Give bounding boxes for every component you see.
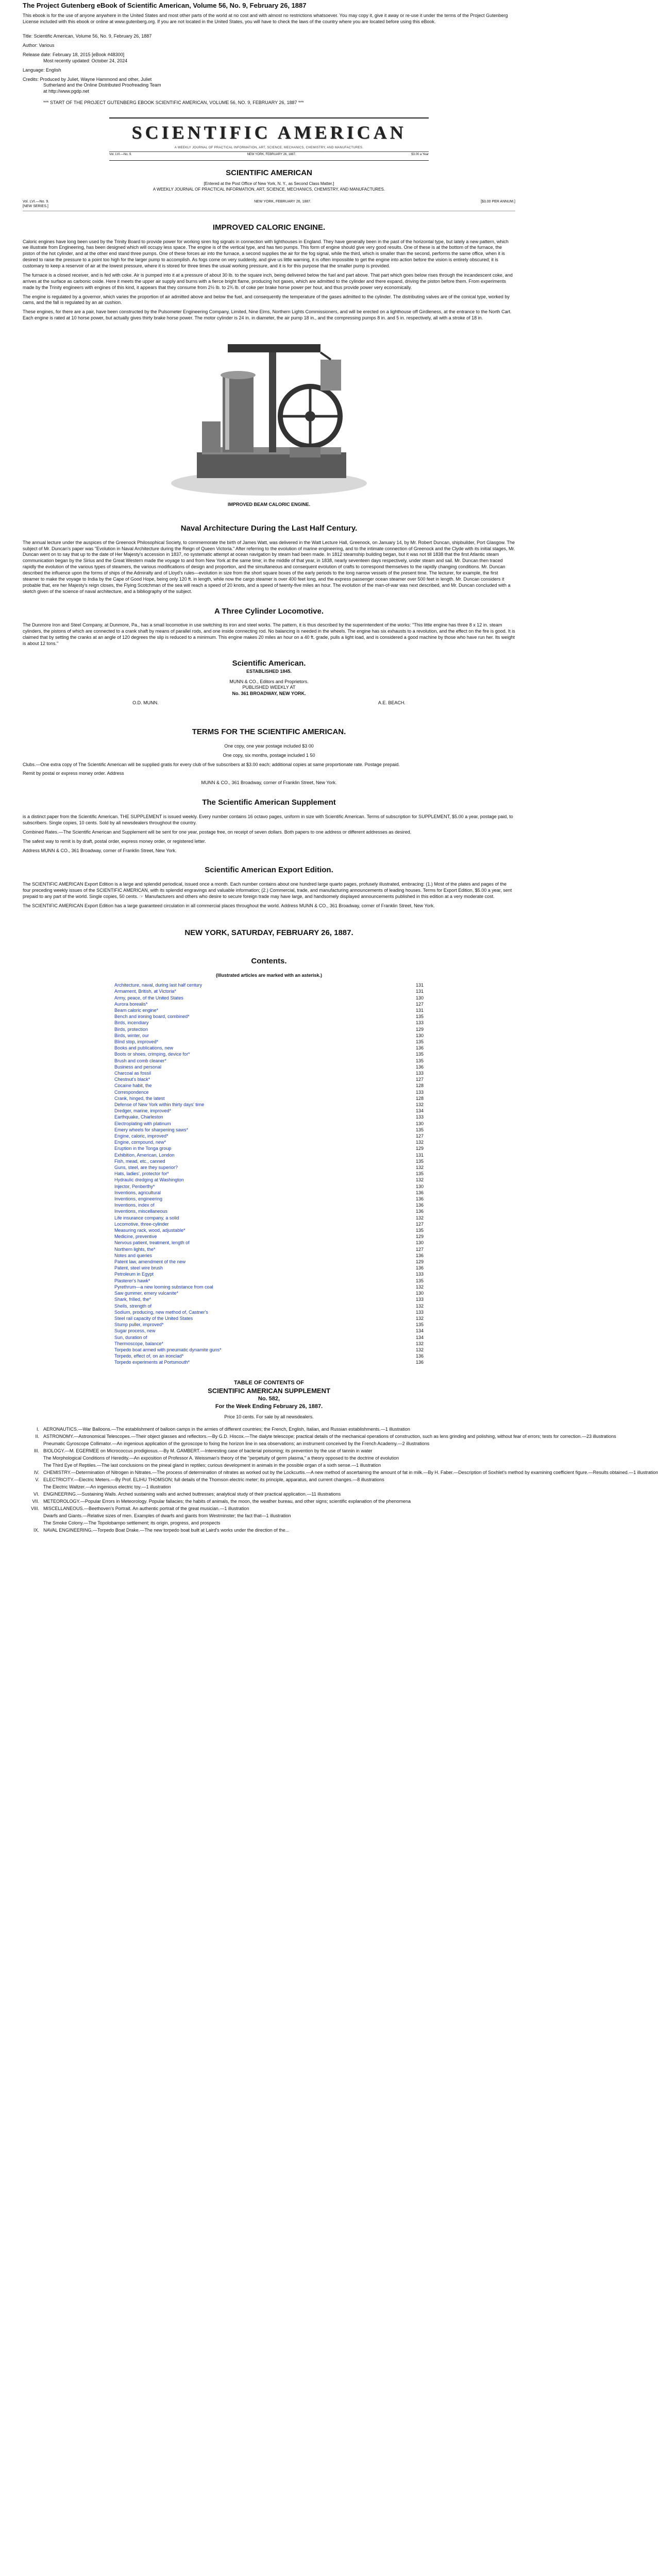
contents-item-page: 130	[415, 1240, 424, 1246]
contents-item	[114, 982, 424, 988]
suppl-item	[23, 1505, 515, 1512]
contents-item	[114, 1164, 424, 1171]
suppl-item-text: NAVAL ENGINEERING.—Torpedo Boat Drake.—The new torpedo boat built at Laird's works under the direction of the...	[43, 1528, 290, 1533]
contents-item-page: 131	[415, 989, 424, 994]
contents-item	[114, 995, 424, 1001]
contents-item-link[interactable]: Hydraulic dredging at Washington	[114, 1177, 184, 1183]
suppl-item-number: I.	[36, 1427, 39, 1432]
volume-date: NEW YORK, FEBRUARY 26, 1887.	[254, 200, 311, 204]
contents-item	[114, 1303, 424, 1309]
caloric-para-2: The furnace is a closed receiver, and is fed with coke. Air is pumped into it at a pressure of about 30 lb. to the square inch, being delivered below the fuel and part above. That part which goes below rises through the incandescent coke, and arrives at the surface as carbonic oxide. Here it meets the upper air supply and burns with a fierce bright flame, producing hot gases, which are admitted to the cylinder and there expand, driving the piston before them. From experiments made by the Trinity engineers with engines of this kind, it appears that they consume from 2½ lb. to 2¾ lb. of coke per brake horse power per hour, and thus provide power very economically.	[23, 272, 513, 290]
contents-item	[114, 1108, 424, 1114]
supplement-toc	[23, 1379, 658, 1534]
caloric-caption: IMPROVED BEAM CALORIC ENGINE.	[227, 502, 310, 507]
suppl-item-text: Pneumatic Gyroscope Collimator.—An ingenious application of the gyroscope to fixing the horizon line in sea observations; an instrument conceived by the French Academy.—2 illustrations	[43, 1441, 430, 1447]
contents-item-page: 132	[415, 1165, 424, 1171]
contents-item-page: 129	[415, 1234, 424, 1240]
contents-item-page: 134	[415, 1334, 424, 1340]
volume-price: [$3.00 PER ANNUM.]	[481, 200, 515, 204]
masthead-vol: Vol. LVI.—No. 9.	[109, 153, 132, 157]
contents-item-page: 132	[415, 1215, 424, 1221]
contents-item-page: 130	[415, 995, 424, 1001]
contents-item-page: 127	[415, 1246, 424, 1252]
contents-item-link[interactable]: Patent, steel wire brush	[114, 1265, 163, 1271]
suppl-item	[23, 1426, 515, 1433]
contents-item	[114, 1095, 424, 1101]
contents-item-page: 136	[415, 1064, 424, 1070]
contents-item-link[interactable]: Inventions, agricultural	[114, 1190, 161, 1195]
contents-item	[114, 1171, 424, 1177]
contents-item-link[interactable]: Books and publications, new	[114, 1045, 174, 1051]
contents-item-link[interactable]: Life insurance company, a solid	[114, 1215, 179, 1221]
engine-illustration	[166, 329, 372, 499]
suppl-item-text: Dwarfs and Giants.—Relative sizes of men. Examples of dwarfs and giants from Westminster; the fact that—1 illustration	[43, 1513, 291, 1519]
contents-item-link[interactable]: Notes and queries	[114, 1252, 153, 1258]
contents-item	[114, 1227, 424, 1233]
contents-item-link[interactable]: Steel rail capacity of the United States	[114, 1315, 193, 1321]
suppl-head-1: TABLE OF CONTENTS OF	[233, 1379, 305, 1386]
caloric-heading: IMPROVED CALORIC ENGINE.	[212, 223, 326, 232]
contents-item	[114, 1007, 424, 1013]
contents-item-page: 135	[415, 1228, 424, 1233]
contents-item-link[interactable]: Hats, ladies', protector for*	[114, 1171, 169, 1177]
contents-item	[114, 1058, 424, 1064]
contents-item	[114, 1341, 424, 1347]
contents-item-page: 132	[415, 1177, 424, 1183]
document-body	[0, 1, 658, 1534]
suppl-item-text: The Smoke Colony.—The Topolobampo settlement; its origin, progress, and prospects	[43, 1520, 221, 1526]
contents-item-page: 135	[415, 1052, 424, 1057]
masthead-price: $3.00 a Year	[411, 153, 429, 157]
contents-item	[114, 1145, 424, 1151]
suppl-item	[23, 1469, 658, 1476]
contents-item-page: 136	[415, 1209, 424, 1214]
contents-item-link[interactable]: Birds, incendiary	[114, 1020, 149, 1026]
contents-item-page: 131	[415, 1152, 424, 1158]
contents-item-page: 136	[415, 1265, 424, 1271]
masthead-name: SCIENTIFIC AMERICAN	[131, 122, 407, 143]
contents-item-link[interactable]: Torpedo, effect of, on an ironclad*	[114, 1353, 184, 1359]
contents-item-link[interactable]: Engine, compound, new*	[114, 1140, 166, 1145]
contents-item-page: 129	[415, 1259, 424, 1265]
contents-item	[114, 1114, 424, 1120]
contents-item	[114, 1328, 424, 1334]
naval-heading: Naval Architecture During the Last Half Century.	[180, 523, 358, 533]
contents-item-page: 133	[415, 1089, 424, 1095]
contents-item	[114, 1076, 424, 1082]
contents-item	[114, 1051, 424, 1057]
contents-item-page: 136	[415, 1360, 424, 1365]
contents-item	[114, 1215, 424, 1221]
contents-item-link[interactable]: Saw gummer, emery vulcanite*	[114, 1291, 179, 1296]
contents-item-link[interactable]: Birds, winter, our	[114, 1032, 149, 1038]
editor-munn: O.D. MUNN.	[132, 700, 159, 706]
suppl-head-5: Price 10 cents. For sale by all newsdealers.	[224, 1414, 314, 1420]
masthead-date: NEW YORK, FEBRUARY 26, 1887.	[247, 153, 296, 157]
suppl-item-text: MISCELLANEOUS.—Beethoven's Portrait. An authentic portrait of the great musician.—1 illustration	[43, 1506, 249, 1512]
contents-item-link[interactable]: Sodium, producing, new method of, Castner's	[114, 1309, 208, 1315]
suppl-item	[23, 1512, 515, 1519]
sa-publishers: MUNN & CO., Editors and Proprietors.	[229, 679, 309, 684]
sa-title: SCIENTIFIC AMERICAN	[226, 168, 312, 178]
contents-item-page: 130	[415, 1183, 424, 1189]
license-text: This ebook is for the use of anyone anywhere in the United States and most other parts of the world at no cost and with almost no restrictions whatsoever. You may copy it, give it away or re-use it under the terms of the Project Gutenberg License included with this ebook or online at www.gutenberg.org. If you are not located in the United States, you will have to check the laws of the country where you are located before using this eBook.	[23, 13, 508, 25]
contents-item-page: 135	[415, 1171, 424, 1177]
contents-item	[114, 1177, 424, 1183]
sa-subtitle: A WEEKLY JOURNAL OF PRACTICAL INFORMATION, ART, SCIENCE, MECHANICS, CHEMISTRY, AND MANUFACTURES.	[153, 187, 385, 192]
contents-item-page: 129	[415, 1146, 424, 1151]
export-para-2: The SCIENTIFIC AMERICAN Export Edition has a large guaranteed circulation in all commercial places throughout the world. Address MUNN & CO., 361 Broadway, corner of Franklin Street, New York.	[23, 903, 435, 908]
contents-item-page: 132	[415, 1341, 424, 1346]
contents-item-link[interactable]: Cocaine habit, the	[114, 1083, 152, 1089]
meta-title: Title: Scientific American, Volume 56, No. 9, February 26, 1887	[23, 33, 152, 39]
contents-item-link[interactable]: Nervous patient, treatment, length of	[114, 1240, 190, 1246]
terms-munn: MUNN & CO., 361 Broadway, corner of Franklin Street, New York.	[201, 780, 337, 786]
contents-item	[114, 1296, 424, 1302]
contents-heading: Contents.	[251, 957, 287, 966]
naval-para: The annual lecture under the auspices of the Greenock Philosophical Society, to commemorate the birth of James Watt, was delivered in the Watt Lecture Hall, Greenock, on January 14, by Mr. Robert Duncan, shipbuilder, Port Glasgow. The subject of Mr. Duncan's paper was "Evolution in Naval Architecture during the Reign of Queen Victoria." After referring to the evolution of marine engineering, and to the intimate connection of Greenock and the Clyde with its initial stages, Mr. Duncan went on to say that up to the date of Her Majesty's accession in 1837, no systematic attempt at ocean navigation by steam had been made. In 1812 steamship building began, but it was not till 1838 that the first Atlantic steam communication began by the Sirius and the Great Western made the voyage to and from New York at the same time; in the middle of that year, in 1838, nearly seventeen days respectively, under steam and sail. Mr. Duncan then traced rapidly the evolution of the various types of steamers, the various modifications of design and proportion, and the simultaneous and consequent evolution of crafts to correspond themselves to the rapidly changing conditions. Mr. Duncan described the influence upon the forms of ships of the Admiralty and of Lloyd's rules—evolution in size from the short square boxes of the early periods to the long narrow vessels of the present time. The lecturer, for example, the first steamer to make the voyage to India by the Cape of Good Hope, being only 120 ft. in length, while now the cargo steamer is over 400 feet long, and the express passenger ocean steamer over 500 feet in length. Mr. Duncan considers it probable that, ere her Majesty's reign closes, the Flying Scotchman of the sea will reach a speed of 20 knots, and a speed of twenty-five miles an hour. The evolution of the man-of-war was next described, and Mr. Duncan concluded with a sketch given of the science of naval architecture, and a bibliography of the subject.	[23, 539, 515, 594]
suppl-item	[23, 1490, 515, 1498]
suppl-head-3: No. 582,	[258, 1396, 280, 1402]
contents-item	[114, 1321, 424, 1328]
suppl-list	[23, 1426, 658, 1534]
contents-item-page: 136	[415, 1045, 424, 1051]
suppl-item	[23, 1527, 515, 1534]
supplement-para-4: Address MUNN & CO., 361 Broadway, corner of Franklin Street, New York.	[23, 848, 177, 853]
export-para-1: The SCIENTIFIC AMERICAN Export Edition is a large and splendid periodical, issued once a month. Each number contains about one hundred large quarto pages, profusely illustrated, embracing: (1.) Most of the plates and pages of the four preceding weekly issues of the SCIENTIFIC AMERICAN, with its splendid engravings and valuable information; (2.) Commercial, trade, and manufacturing announcements of leading houses. Terms for Export Edition, $5.00 a year, sent prepaid to any part of the world. Single copies, 50 cents. ☞ Manufacturers and others who desire to secure foreign trade may have large, and handsomely displayed announcements published in this edition at a very moderate cost.	[23, 882, 512, 899]
sa-weekly: PUBLISHED WEEKLY AT	[242, 685, 296, 690]
supplement-heading: The Scientific American Supplement	[202, 798, 336, 807]
contents-item-page: 130	[415, 1032, 424, 1038]
contents-item	[114, 1265, 424, 1271]
terms-heading: TERMS FOR THE SCIENTIFIC AMERICAN.	[192, 727, 346, 737]
contents-item-link[interactable]: Architecture, naval, during last half century	[114, 982, 203, 988]
contents-item	[114, 1158, 424, 1164]
contents-item-page: 131	[415, 982, 424, 988]
contents-item-page: 130	[415, 1121, 424, 1126]
suppl-item-number: IV.	[33, 1470, 39, 1476]
sa-address: No. 361 BROADWAY, NEW YORK.	[232, 691, 306, 697]
contents-item-link[interactable]: Correspondence	[114, 1089, 149, 1095]
contents-item	[114, 1202, 424, 1208]
contents-item-link[interactable]: Exhibition, American, London	[114, 1152, 175, 1158]
suppl-item-number: VIII.	[30, 1506, 39, 1512]
contents-item-page: 135	[415, 1058, 424, 1063]
contents-item	[114, 1082, 424, 1089]
suppl-item	[23, 1440, 515, 1447]
contents-item-page: 135	[415, 1039, 424, 1044]
meta-credits-2: Sutherland and the Online Distributed Proofreading Team	[43, 82, 161, 88]
contents-item-page: 133	[415, 1070, 424, 1076]
contents-item-page: 132	[415, 1347, 424, 1352]
contents-item-link[interactable]: Fish, mead, etc., canned	[114, 1158, 165, 1164]
contents-item	[114, 1127, 424, 1133]
contents-item-page: 135	[415, 1278, 424, 1283]
contents-item-link[interactable]: Blind stop, improved*	[114, 1039, 159, 1044]
start-marker: *** START OF THE PROJECT GUTENBERG EBOOK SCIENTIFIC AMERICAN, VOLUME 56, NO. 9, FEBRUARY 26, 1887 ***	[43, 100, 304, 106]
dateline: NEW YORK, SATURDAY, FEBRUARY 26, 1887.	[184, 928, 353, 937]
suppl-item	[23, 1454, 515, 1462]
suppl-item	[23, 1498, 515, 1505]
contents-item-link[interactable]: Business and personal	[114, 1064, 162, 1070]
contents-item	[114, 1026, 424, 1032]
contents-item-link[interactable]: Petroleum in Egypt	[114, 1272, 154, 1277]
masthead-subline: A WEEKLY JOURNAL OF PRACTICAL INFORMATION, ART, SCIENCE, MECHANICS, CHEMISTRY, AND MANUFACTURES.	[174, 146, 364, 149]
contents-item-page: 136	[415, 1196, 424, 1202]
contents-item-page: 133	[415, 1297, 424, 1302]
contents-item	[114, 1240, 424, 1246]
sa-block-title: Scientific American.	[232, 658, 306, 668]
contents-item-link[interactable]: Charcoal as fossil	[114, 1070, 151, 1076]
supplement-para-1: is a distinct paper from the Scientific American. THE SUPPLEMENT is issued weekly. Every number contains 16 octavo pages, uniform in size with Scientific American. Terms of subscription for SUPPLEMENT, $5.00 a year, postage paid, to subscribers. Single copies, 10 cents. Sold by all newsdealers throughout the country.	[23, 814, 513, 825]
caloric-para-1: Caloric engines have long been used by the Trinity Board to provide power for working siren fog signals in connection with lighthouses in England. They have generally been in the past of the horizontal type, but lately a new pattern, which we illustrate from Engineering, has been designed which will occupy less space. The engine is of the vertical type, and has two pumps. This form of engine should give very good results. One of these is at the bottom of the furnace, the piston of the hot cylinder, and at the other end stand three pumps. One of these forces air into the furnace, a second supplies the air for the fog signal, while the third, which is smaller than the second, performs the same office, when it is desired to raise the pressure to a point too high for the larger pump to accomplish. As fogs come on very suddenly, and give us little warning, it is often impossible to get the engine into action before the vision is entirely obscured; it is customary to keep a reservoir of air at the lowest pressure, where it is stored for three times the usual working pressure, and it is for this purpose that the smaller pump is provided.	[23, 239, 509, 269]
contents-item	[114, 1359, 424, 1365]
contents-item-link[interactable]: Inventions, index of	[114, 1202, 155, 1208]
meta-credits-3: at http://www.pgdp.net	[43, 89, 90, 94]
contents-item-link[interactable]: Chestnut's black*	[114, 1077, 150, 1082]
contents-item-page: 135	[415, 1014, 424, 1020]
contents-item	[114, 1133, 424, 1139]
contents-item	[114, 1271, 424, 1277]
contents-item-link[interactable]: Sun, duration of	[114, 1334, 147, 1340]
loco-para: The Dunmore Iron and Steel Company, at Dunmore, Pa., has a small locomotive in use switching its iron and steel works. The pattern, it is thus described by the superintendent of the works: "This little engine has three 8 x 12 in. steam cylinders, the pistons of which are connected to a crank shaft by means of parallel rods, and one inside connecting rod. No balancing is needed in the wheels. The engine has six exhausts to a revolution, and the effect on the fire is good. It is claimed that by setting the cranks at an angle of 120 degrees the slip is reduced to a minimum. This engine makes 20 miles an hour on a 40 ft. grade, pulls a light load, and is considered a good machine by those who have run her. Its weight is about 12 tons."	[23, 622, 515, 646]
contents-item-link[interactable]: Armament, British, at Victoria*	[114, 989, 176, 994]
suppl-head-4: For the Week Ending February 26, 1887.	[215, 1403, 323, 1410]
meta-author: Author: Various	[23, 43, 55, 48]
contents-item-page: 135	[415, 1127, 424, 1132]
contents-item-page: 127	[415, 1001, 424, 1007]
contents-item-page: 127	[415, 1077, 424, 1082]
suppl-item-text: ASTRONOMY.—Astronomical Telescopes.—Their object glasses and reflectors.—By G.D. Hiscox.—The dialyte telescope; practical details of the mechanical operations of construction, such as lens grinding and polishing, without fear of errors; tests for correction.—23 illustrations	[43, 1434, 616, 1439]
supplement-para-2: Combined Rates.—The Scientific American and Supplement will be sent for one year, postage free, on receipt of seven dollars. Both papers to one address or different addresses as desired.	[23, 829, 412, 835]
contents-item-link[interactable]: Brush and comb cleaner*	[114, 1058, 167, 1063]
contents-item-page: 133	[415, 1309, 424, 1315]
suppl-item-text: The Third Eye of Reptiles.—The last conclusions on the pineal gland in reptiles; curious development in animals in the possible organ of a sixth sense.—1 illustration	[43, 1463, 381, 1468]
contents-item-link[interactable]: Patent law, amendment of the new	[114, 1259, 186, 1265]
contents-item-page: 135	[415, 1158, 424, 1164]
contents-item	[114, 1013, 424, 1020]
suppl-item-text: BIOLOGY.—M. EGERMEE on Micrococcus prodigiosus.—By M. GAMBERT.—Interesting case of bacterial poisoning; its prevention by the use of tannin in water	[43, 1448, 373, 1454]
meta-release: Release date: February 18, 2015 [eBook #48300]	[23, 52, 125, 57]
contents-item-page: 132	[415, 1140, 424, 1145]
suppl-item-text: METEOROLOGY.—Popular Errors in Meteorology. Popular fallacies; the habits of animals, the moon, the weather bureau, and other signs; scientific explanation of the phenomena	[43, 1499, 411, 1504]
suppl-item	[23, 1447, 515, 1454]
contents-item	[114, 1334, 424, 1341]
contents-item-page: 128	[415, 1083, 424, 1089]
suppl-item-text: The Electric Waltzer.—An ingenious electric toy.—1 illustration	[43, 1484, 171, 1490]
contents-item	[114, 1152, 424, 1158]
contents-item-link[interactable]: Pyrethrum—a new looming substance from coal	[114, 1284, 213, 1290]
editor-names	[23, 700, 515, 706]
contents-item	[114, 1139, 424, 1145]
contents-item	[114, 1208, 424, 1214]
suppl-item-number: III.	[33, 1448, 39, 1454]
contents-item-link[interactable]: Torpedo boat armed with pneumatic dynamite guns*	[114, 1347, 222, 1352]
export-heading: Scientific American Export Edition.	[205, 866, 333, 875]
contents-item	[114, 1284, 424, 1290]
contents-item-link[interactable]: Medicine, preventive	[114, 1234, 157, 1240]
contents-item-page: 134	[415, 1328, 424, 1334]
meta-language: Language: English	[23, 67, 61, 73]
contents-item-link[interactable]: Dredger, marine, improved*	[114, 1108, 172, 1114]
suppl-item-text: ENGINEERING.—Sustaining Walls. Arched sustaining walls and arched buttresses; analytical study of their practical application.—11 illustrations	[43, 1492, 341, 1497]
contents-item	[114, 1278, 424, 1284]
contents-item-page: 132	[415, 1303, 424, 1309]
contents-item-link[interactable]: Aurora borealis*	[114, 1001, 148, 1007]
contents-item-link[interactable]: Inventions, engineering	[114, 1196, 163, 1202]
contents-item	[114, 1221, 424, 1227]
terms-clubs: Clubs.—One extra copy of The Scientific American will be supplied gratis for every club of five subscribers at $3.00 each; additional copies at same proportionate rate. Postage prepaid.	[23, 761, 400, 767]
suppl-item-text: AERONAUTICS.—War Balloons.—The establishment of balloon camps in the armies of different countries; the French, English, Italian, and Russian establishments.—1 illustration	[43, 1427, 410, 1432]
contents-item	[114, 1001, 424, 1007]
contents-item	[114, 1353, 424, 1359]
contents-item-link[interactable]: Plasterer's hawk*	[114, 1278, 150, 1283]
contents-item	[114, 1233, 424, 1240]
suppl-item	[23, 1519, 515, 1527]
contents-item-link[interactable]: Inventions, miscellaneous	[114, 1209, 168, 1214]
suppl-item-text: ELECTRICITY.—Electric Meters.—By Prof. ELIHU THOMSON; full details of the Thomson electric meter; its principle, apparatus, and current changes.—8 illustrations	[43, 1477, 384, 1483]
contents-item-page: 128	[415, 1095, 424, 1101]
volume-line	[23, 199, 515, 211]
contents-item	[114, 1196, 424, 1202]
contents-item	[114, 1347, 424, 1353]
sa-established: ESTABLISHED 1845.	[246, 668, 292, 674]
loco-heading: A Three Cylinder Locomotive.	[214, 606, 324, 616]
suppl-item	[23, 1476, 515, 1483]
suppl-item-number: VI.	[33, 1492, 39, 1497]
contents-item-link[interactable]: Injector, Penberthy*	[114, 1183, 155, 1189]
ebook-metadata	[23, 33, 515, 106]
contents-item-page: 132	[415, 1315, 424, 1321]
suppl-item	[23, 1462, 515, 1469]
contents-note: (Illustrated articles are marked with an asterisk.)	[215, 973, 323, 978]
suppl-item-text: CHEMISTRY.—Determination of Nitrogen in Nitrates.—The process of determination of nitrates as worked out by the Lockcurtis.—A new method of ascertaining the amount of fat in milk.—By H. Faber.—Description of Soxhlet's method by examining coefficient figure.—Results obtained.—1 illustration	[43, 1470, 658, 1476]
volume-left	[23, 199, 85, 209]
masthead-row	[109, 151, 429, 157]
suppl-head-2: SCIENTIFIC AMERICAN SUPPLEMENT	[208, 1387, 330, 1395]
contents-item-page: 133	[415, 1020, 424, 1026]
contents-item-link[interactable]: Earthquake, Charleston	[114, 1114, 163, 1120]
contents-list	[114, 982, 424, 1365]
contents-item	[114, 1045, 424, 1051]
masthead-image	[109, 117, 429, 161]
suppl-item-number: V.	[35, 1477, 39, 1483]
contents-item-page: 132	[415, 1102, 424, 1107]
contents-item-page: 132	[415, 1284, 424, 1290]
contents-item-page: 133	[415, 1114, 424, 1120]
contents-item-page: 134	[415, 1108, 424, 1114]
contents-item-link[interactable]: Army, peace, of the United States	[114, 995, 183, 1001]
suppl-item	[23, 1483, 515, 1490]
contents-item-link[interactable]: Bench and ironing board, combined*	[114, 1014, 190, 1020]
contents-item	[114, 1183, 424, 1190]
volume-number: Vol. LVI.—No. 9.	[23, 200, 49, 204]
contents-item	[114, 1259, 424, 1265]
contents-item-link[interactable]: Stump puller, improved*	[114, 1322, 164, 1328]
contents-item	[114, 1121, 424, 1127]
contents-item	[114, 1101, 424, 1108]
contents-item	[114, 1190, 424, 1196]
meta-updated: Most recently updated: October 24, 2024	[43, 58, 128, 63]
contents-item-link[interactable]: Sugar process, new	[114, 1328, 156, 1334]
contents-item	[114, 1020, 424, 1026]
contents-item-page: 136	[415, 1353, 424, 1359]
contents-item-link[interactable]: Eruption in the Tonga group	[114, 1146, 172, 1151]
contents-item-page: 127	[415, 1133, 424, 1139]
contents-item-link[interactable]: Shark, frilled, the*	[114, 1297, 151, 1302]
terms-line-2: One copy, six months, postage included 1 50	[223, 752, 315, 758]
contents-item-page: 127	[415, 1221, 424, 1227]
contents-item	[114, 1032, 424, 1039]
contents-item-page: 136	[415, 1202, 424, 1208]
contents-item-link[interactable]: Northern lights, the*	[114, 1246, 156, 1252]
sa-entered: [Entered at the Post Office of New York, N. Y., as Second Class Matter.]	[204, 181, 334, 187]
contents-item-page: 135	[415, 1322, 424, 1328]
contents-item-page: 136	[415, 1252, 424, 1258]
contents-item-page: 130	[415, 1291, 424, 1296]
contents-item	[114, 1290, 424, 1296]
contents-item-link[interactable]: Engine, caloric, improved*	[114, 1133, 168, 1139]
caloric-para-4: These engines, for there are a pair, have been constructed by the Pulsometer Engineering Company, Limited, Nine Elms, Northern Lights Commissioners, and will be erected on a lighthouse off Girdleness, at the entrance to the North Cart. Each engine is rated at 10 horse power, but actually gives thirty brake horse power. The motor cylinder is 24 in. in diameter, the air pump 18 in., and the compressing pumps 8 in. and 5 in. respectively, all with a stroke of 18 in.	[23, 309, 512, 321]
contents-item-link[interactable]: Beam caloric engine*	[114, 1007, 159, 1013]
volume-series: [NEW SERIES.]	[23, 205, 48, 209]
contents-item	[114, 1252, 424, 1259]
contents-item-link[interactable]: Locomotive, three-cylinder	[114, 1221, 169, 1227]
meta-credits: Credits: Produced by Juliet, Wayne Hammond and other, Juliet	[23, 76, 152, 82]
contents-item-link[interactable]: Boots or shoes, crimping, device for*	[114, 1052, 190, 1057]
ebook-title: The Project Gutenberg eBook of Scientific American, Volume 56, No. 9, February 26, 1887	[23, 2, 307, 9]
contents-item-link[interactable]: Emery wheels for sharpening saws*	[114, 1127, 189, 1132]
contents-item-link[interactable]: Shells, strength of	[114, 1303, 152, 1309]
contents-item	[114, 1039, 424, 1045]
contents-item	[114, 1064, 424, 1070]
contents-item-link[interactable]: Birds, protection	[114, 1026, 148, 1032]
contents-item-page: 136	[415, 1190, 424, 1195]
contents-item-link[interactable]: Thermoscope, balance*	[114, 1341, 164, 1346]
contents-item	[114, 1246, 424, 1252]
supplement-para-3: The safest way to remit is by draft, postal order, express money order, or registered letter.	[23, 838, 206, 844]
suppl-item-number: IX.	[33, 1528, 39, 1533]
contents-item	[114, 1315, 424, 1321]
suppl-item-number: VII.	[32, 1499, 39, 1504]
contents-item-link[interactable]: Electroplating with platinum	[114, 1121, 171, 1126]
contents-item-link[interactable]: Guns, steel, are they superior?	[114, 1165, 178, 1171]
suppl-item-text: The Morphological Conditions of Heredity.—An exposition of Professor A. Weissman's theory of the "perpetuity of germ plasma," a theory opposed to the doctrine of evolution	[43, 1455, 399, 1461]
page	[0, 1, 658, 2576]
suppl-item	[23, 1433, 616, 1440]
contents-item-link[interactable]: Measuring rack, wood, adjustable*	[114, 1228, 185, 1233]
caloric-engine-figure	[166, 329, 372, 499]
contents-item	[114, 1309, 424, 1315]
contents-item	[114, 1070, 424, 1076]
contents-item-page: 129	[415, 1026, 424, 1032]
terms-line-1: One copy, one year postage included $3 00	[224, 743, 314, 749]
contents-item-link[interactable]: Torpedo experiments at Portsmouth*	[114, 1360, 190, 1365]
terms-remit: Remit by postal or express money order. Address	[23, 771, 124, 776]
contents-item-link[interactable]: Crank, hinged, the latest	[114, 1095, 165, 1101]
caloric-para-3: The engine is regulated by a governor, which varies the proportion of air admitted above and below the fuel, and consequently the temperature of the gases admitted to the cylinder. The distributing valves are of the conical type, worked by cams, and the fall is regulated by an air cushion.	[23, 294, 510, 306]
contents-item	[114, 1089, 424, 1095]
contents-item-page: 133	[415, 1272, 424, 1277]
contents-item-link[interactable]: Defense of New York within thirty days' time	[114, 1102, 205, 1107]
editor-beach: A.E. BEACH.	[378, 700, 406, 706]
suppl-item-number: II.	[35, 1434, 39, 1439]
contents-item	[114, 988, 424, 994]
contents-item-page: 131	[415, 1007, 424, 1013]
